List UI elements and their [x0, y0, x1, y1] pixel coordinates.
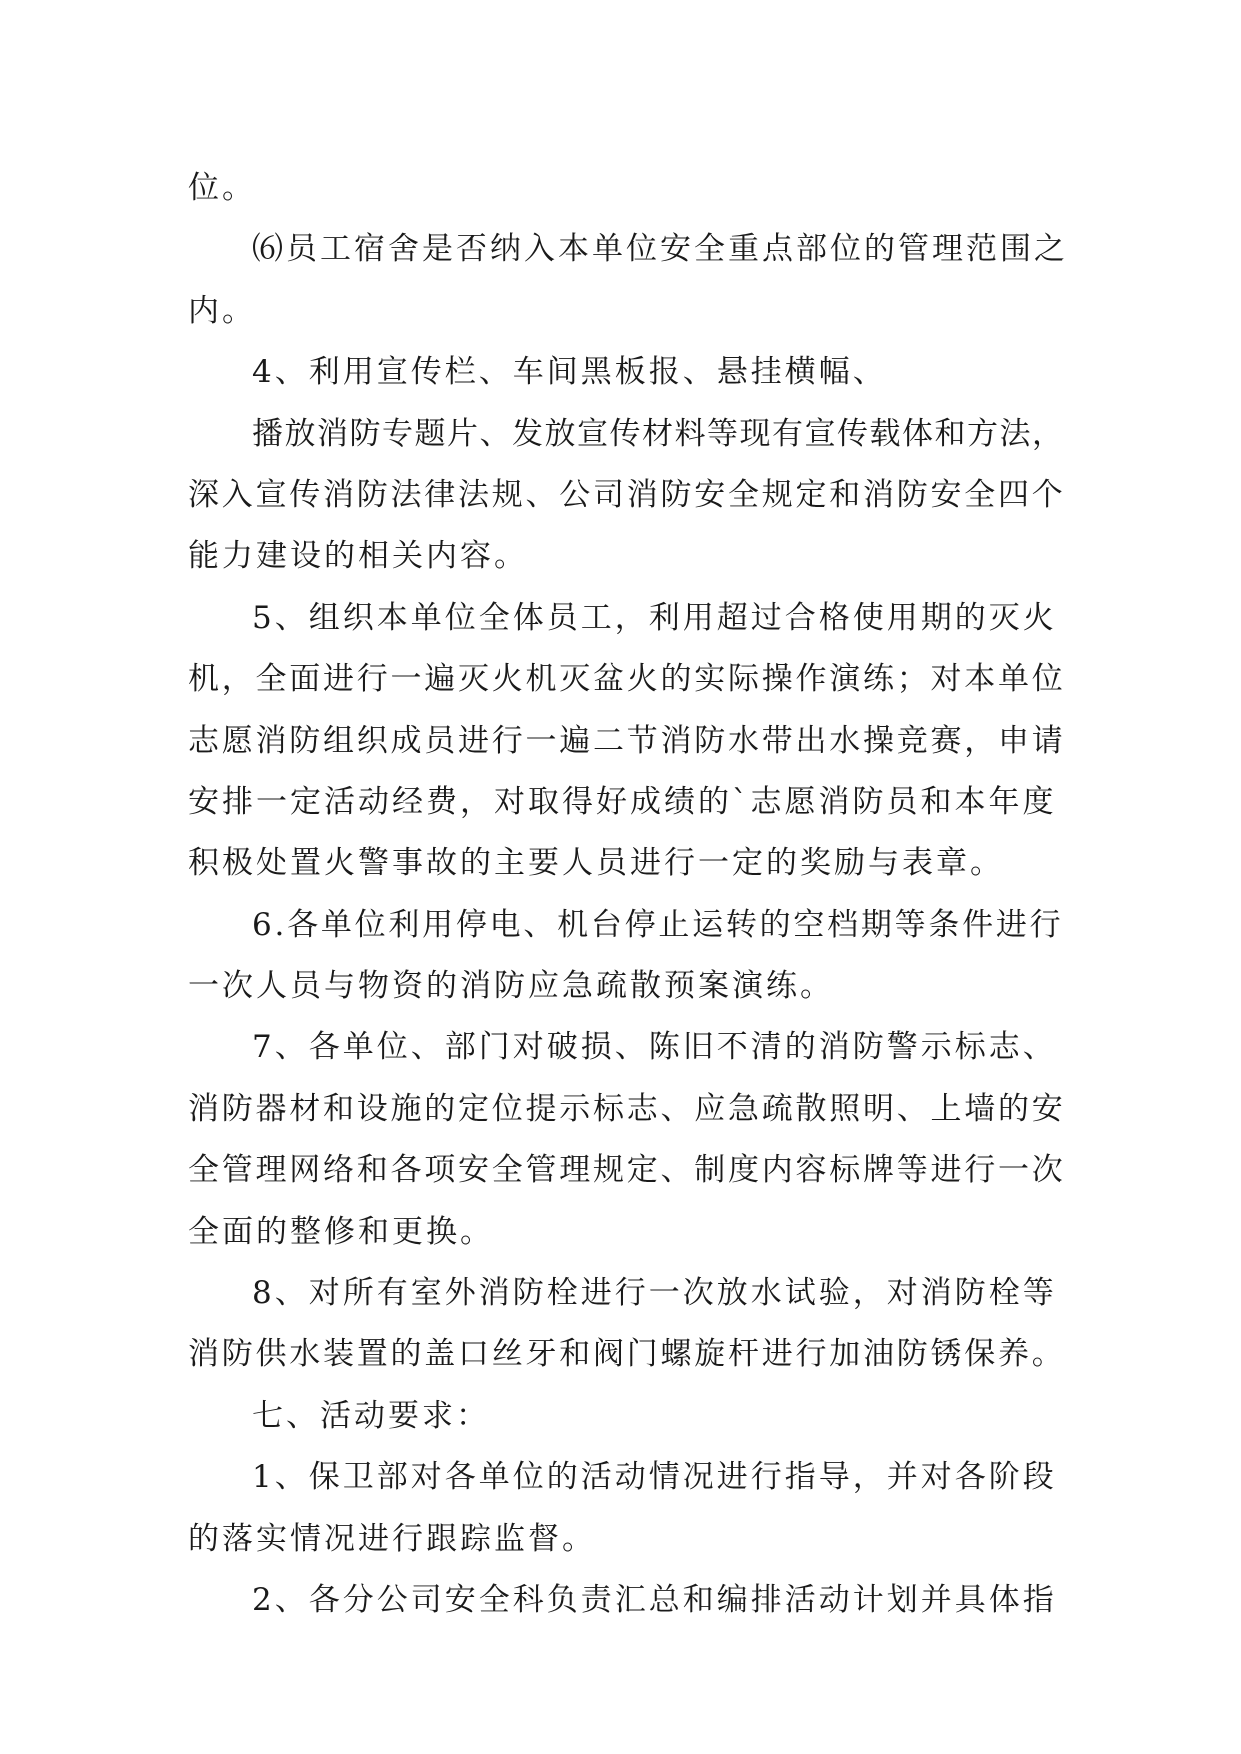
text-line: 6.各单位利用停电、机台停止运转的空档期等条件进行	[252, 906, 1064, 943]
text-line: 一次人员与物资的消防应急疏散预案演练。	[188, 968, 834, 1005]
text-line: 1、保卫部对各单位的活动情况进行指导，并对各阶段	[252, 1459, 1057, 1496]
text-line: 8、对所有室外消防栓进行一次放水试验，对消防栓等	[252, 1275, 1057, 1312]
document-body	[188, 158, 1068, 1631]
text-line: 消防供水装置的盖口丝牙和阀门螺旋杆进行加油防锈保养。	[188, 1336, 1066, 1373]
text-line: 4、利用宣传栏、车间黑板报、悬挂横幅、	[252, 354, 887, 391]
text-line: 安排一定活动经费，对取得好成绩的`志愿消防员和本年度	[188, 783, 1057, 820]
text-line: 的落实情况进行跟踪监督。	[188, 1520, 596, 1557]
text-line: 全管理网络和各项安全管理规定、制度内容标牌等进行一次	[188, 1152, 1066, 1189]
text-line: 7、各单位、部门对破损、陈旧不清的消防警示标志、	[252, 1029, 1057, 1066]
text-line: 能力建设的相关内容。	[188, 538, 528, 575]
text-line: ⑹员工宿舍是否纳入本单位安全重点部位的管理范围之	[252, 231, 1068, 268]
text-line: 内。	[188, 292, 256, 329]
text-line: 全面的整修和更换。	[188, 1213, 494, 1250]
section-heading: 七、活动要求：	[252, 1397, 490, 1434]
text-line: 播放消防专题片、发放宣传材料等现有宣传载体和方法，	[252, 415, 1065, 452]
text-line: 深入宣传消防法律法规、公司消防安全规定和消防安全四个	[188, 476, 1066, 513]
text-line: 2、各分公司安全科负责汇总和编排活动计划并具体指	[252, 1581, 1057, 1618]
text-line: 5、组织本单位全体员工，利用超过合格使用期的灭火	[252, 599, 1057, 636]
text-line: 积极处置火警事故的主要人员进行一定的奖励与表章。	[188, 845, 1004, 882]
text-line: 机，全面进行一遍灭火机灭盆火的实际操作演练；对本单位	[188, 661, 1066, 698]
text-line: 位。	[188, 170, 256, 206]
text-line: 消防器材和设施的定位提示标志、应急疏散照明、上墙的安	[188, 1090, 1066, 1127]
text-line: 志愿消防组织成员进行一遍二节消防水带出水操竞赛，申请	[188, 722, 1066, 759]
